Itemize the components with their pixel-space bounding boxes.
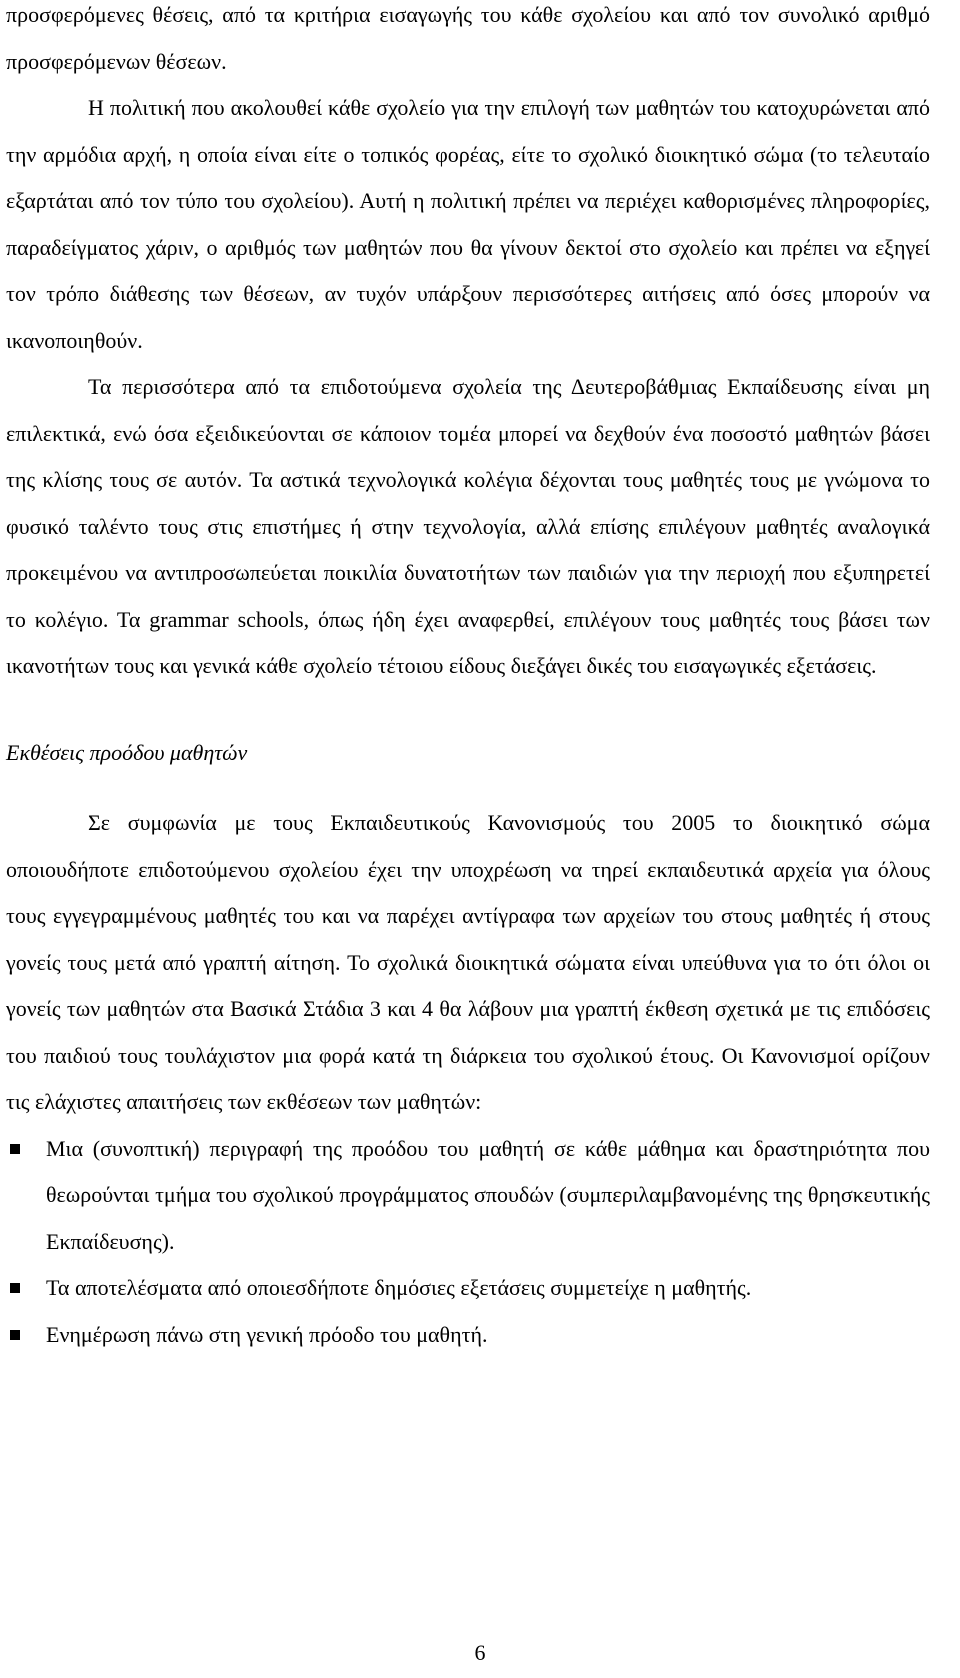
- list-item-text: Μια (συνοπτική) περιγραφή της προόδου του μαθητή σε κάθε μάθημα και δραστηριότητα που θεωρούνται τμήμα του σχολικού προγράμματος σπουδών (συμπεριλαμβανομένης της θρησκευτικής Εκπαίδευσης).: [46, 1135, 930, 1254]
- list-item-text: Ενημέρωση πάνω στη γενική πρόοδο του μαθητή.: [46, 1321, 488, 1347]
- page-number: 6: [474, 1640, 486, 1665]
- paragraph-admission-policy: Η πολιτική που ακολουθεί κάθε σχολείο για την επιλογή των μαθητών του κατοχυρώνεται από την αρμόδια αρχή, η οποία είναι είτε ο τοπικός φορέας, είτε το σχολικό διοικητικό σώμα (το τελευταίο εξαρτάται από τον τύπο του σχολείου). Αυτή η πολιτική πρέπει να περιέχει καθορισμένες πληροφορίες, παραδείγματος χάριν, ο αριθμός των μαθητών που θα γίνουν δεκτοί στο σχολείο και πρέπει να εξηγεί τον τρόπο διάθεσης των θέσεων, αν τυχόν υπάρξουν περισσότερες αιτήσεις από όσες μπορούν να ικανοποιηθούν.: [6, 95, 930, 353]
- paragraph-continuation: προσφερόμενες θέσεις, από τα κριτήρια εισαγωγής του κάθε σχολείου και από τον συνολικό αριθμό προσφερόμενων θέσεων.: [6, 2, 930, 74]
- paragraph-progress-reports: Σε συμφωνία με τους Εκπαιδευτικούς Κανονισμούς του 2005 το διοικητικό σώμα οποιουδήποτε επιδοτούμενου σχολείου έχει την υποχρέωση να τηρεί εκπαιδευτικά αρχεία για όλους τους εγγεγραμμένους μαθητές του και να παρέχει αντίγραφα των αρχείων του στους μαθητές ή στους γονείς τους μετά από γραπτή αίτηση. Το σχολικά διοικητικά σώματα είναι υπεύθυνα για το ότι όλοι οι γονείς των μαθητών στα Βασικά Στάδια 3 και 4 θα λάβουν μια γραπτή έκθεση σχετικά με τις επιδόσεις του παιδιού τους τουλάχιστον μια φορά κατά τη διάρκεια του σχολικού έτους. Οι Κανονισμοί ορίζουν τις ελάχιστες απαιτήσεις των εκθέσεων των μαθητών:: [6, 810, 930, 1114]
- list-item: [6, 1265, 930, 1312]
- list-item: [6, 1126, 930, 1266]
- document-body: [6, 0, 930, 1358]
- list-item-text: Τα αποτελέσματα από οποιεσδήποτε δημόσιες εξετάσεις συμμετείχε η μαθητής.: [46, 1275, 752, 1300]
- requirements-list: [6, 1126, 930, 1359]
- list-item: [6, 1312, 930, 1359]
- paragraph-school-selection: Τα περισσότερα από τα επιδοτούμενα σχολεία της Δευτεροβάθμιας Εκπαίδευσης είναι μη επιλεκτικά, ενώ όσα εξειδικεύονται σε κάποιον τομέα μπορεί να δεχθούν ένα ποσοστό μαθητών βάσει της κλίσης τους σε αυτόν. Τα αστικά τεχνολογικά κολέγια δέχονται τους μαθητές τους με γνώμονα το φυσικό ταλέντο τους στις επιστήμες ή στην τεχνολογία, αλλά επίσης επιλέγουν μαθητές αναλογικά προκειμένου να αντιπροσωπεύεται ποικιλία δυνατοτήτων των παιδιών για την περιοχή που εξυπηρετεί το κολέγιο. Τα grammar schools, όπως ήδη έχει αναφερθεί, επιλέγουν τους μαθητές τους βάσει των ικανοτήτων τους και γενικά κάθε σχολείο τέτοιου είδους διεξάγει δικές του εισαγωγικές εξετάσεις.: [6, 374, 930, 678]
- square-bullet-icon: [10, 1283, 20, 1293]
- square-bullet-icon: [10, 1330, 20, 1340]
- square-bullet-icon: [10, 1144, 20, 1154]
- section-heading: Εκθέσεις προόδου μαθητών: [6, 739, 248, 765]
